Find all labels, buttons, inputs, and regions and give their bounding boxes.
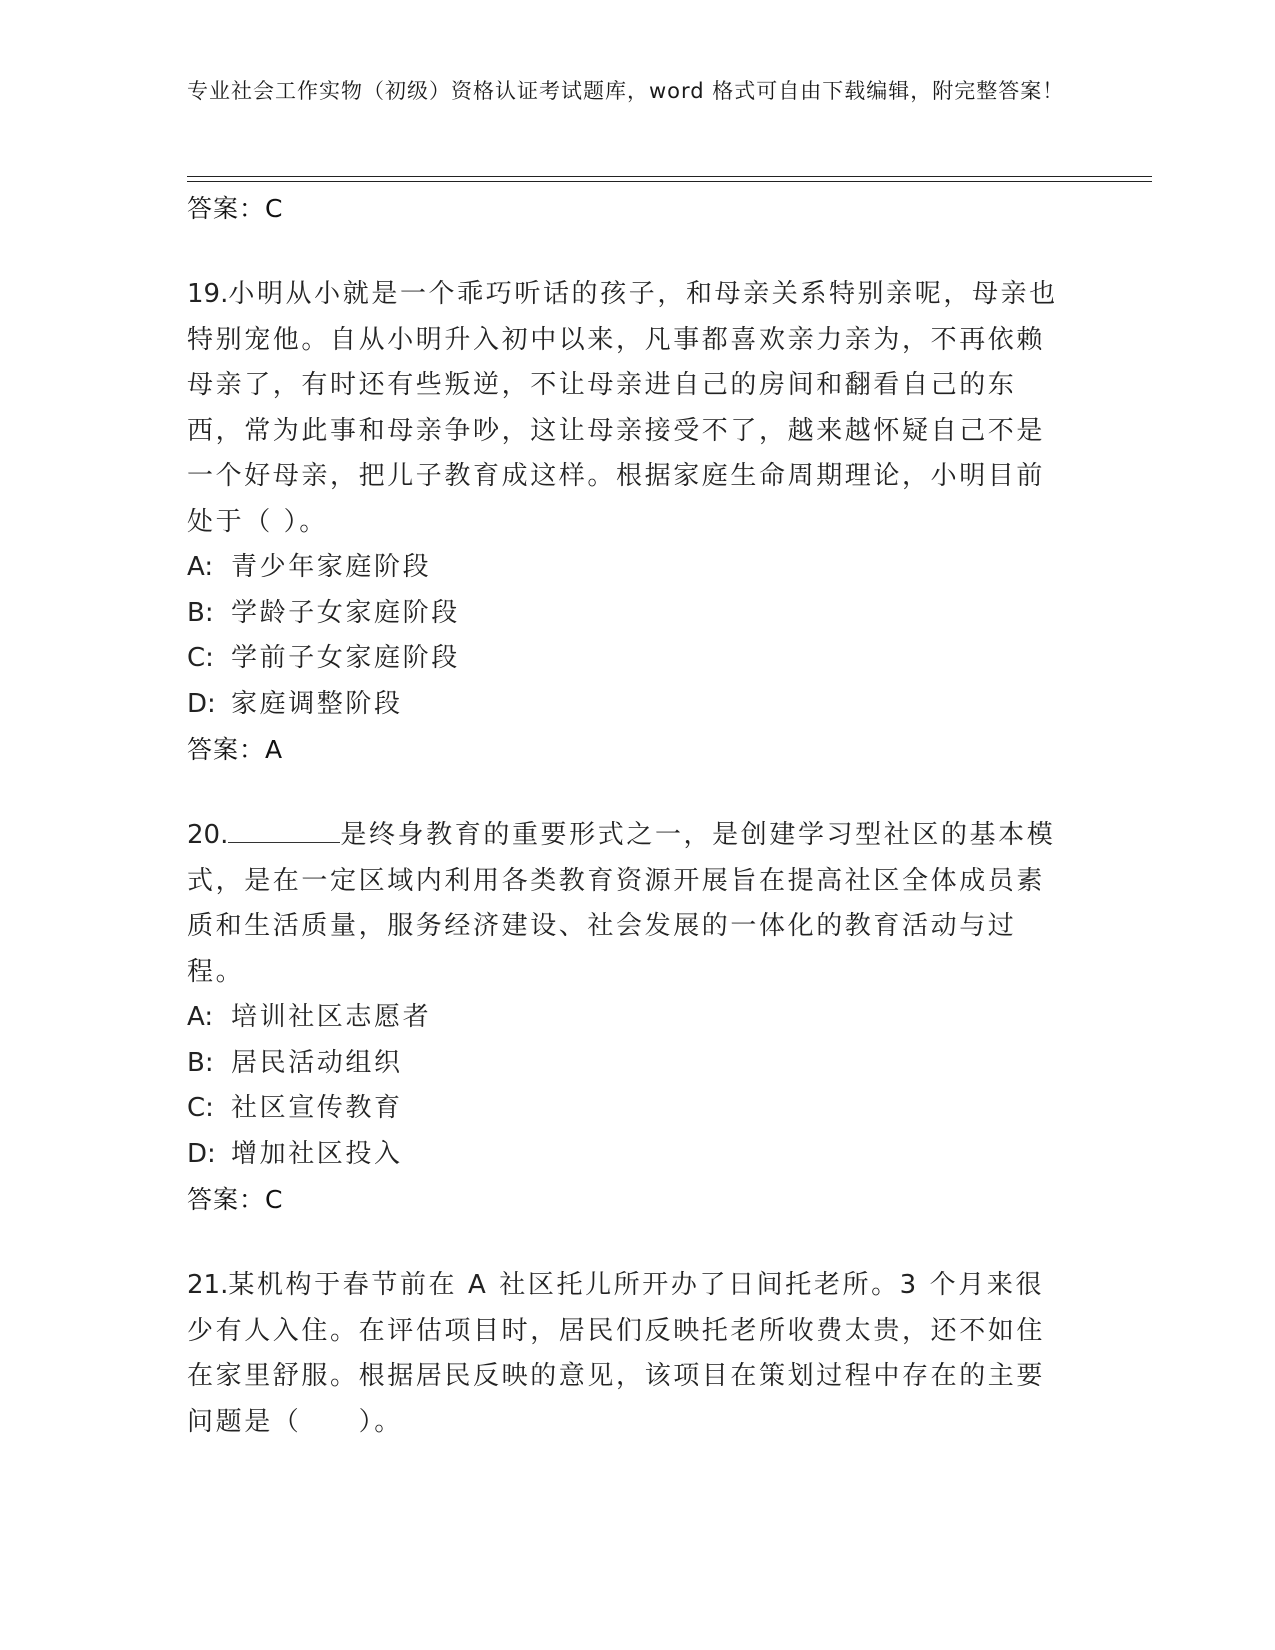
option-letter: D: xyxy=(187,1138,216,1169)
answer-value: A xyxy=(265,735,284,764)
question-text xyxy=(187,813,1067,995)
answer-line xyxy=(187,1177,1087,1223)
question-number: 19. xyxy=(187,279,229,309)
page-header: 专业社会工作实物（初级）资格认证考试题库，word 格式可自由下载编辑，附完整答案！ xyxy=(187,79,1065,103)
question-20 xyxy=(187,813,1087,1223)
option-c xyxy=(187,1086,1087,1132)
question-text xyxy=(187,272,1067,545)
question-text xyxy=(187,1263,1067,1445)
question-number: 21. xyxy=(187,1270,229,1300)
answer-value: C xyxy=(265,1185,284,1214)
option-a xyxy=(187,995,1087,1041)
option-letter: D: xyxy=(187,688,216,719)
answer-label: 答案： xyxy=(187,194,266,223)
question-19 xyxy=(187,272,1087,773)
option-letter: A: xyxy=(187,1002,214,1032)
option-text: 培训社区志愿者 xyxy=(231,1002,432,1032)
fill-in-blank xyxy=(228,820,340,843)
document-body xyxy=(187,186,1087,1445)
option-b xyxy=(187,1041,1087,1087)
answer-label: 答案： xyxy=(187,1185,266,1214)
question-21 xyxy=(187,1263,1087,1445)
option-letter: C: xyxy=(187,1093,214,1123)
option-text: 社区宣传教育 xyxy=(231,1093,403,1123)
question-body: 小明从小就是一个乖巧听话的孩子，和母亲关系特别亲呢，母亲也特别宠他。自从小明升入初中以来，凡事都喜欢亲力亲为，不再依赖母亲了，有时还有些叛逆，不让母亲进自己的房间和翻看自己的东西，常为此事和母亲争吵，这让母亲接受不了，越来越怀疑自己不是一个好母亲，把儿子教育成这样。根据家庭生命周期理论，小明目前处于（ ）。 xyxy=(187,279,1058,537)
answer-label: 答案： xyxy=(187,735,266,764)
header-rule-bottom xyxy=(187,181,1152,182)
option-text: 青少年家庭阶段 xyxy=(231,552,432,582)
option-a xyxy=(187,545,1087,591)
option-c xyxy=(187,636,1087,682)
answer-value: C xyxy=(265,194,284,223)
option-d xyxy=(187,682,1087,728)
question-number: 20. xyxy=(187,820,229,850)
question-body: 某机构于春节前在 A 社区托儿所开办了日间托老所。3 个月来很少有人入住。在评估项目时，居民们反映托老所收费太贵，还不如住在家里舒服。根据居民反映的意见，该项目在策划过程中存在的主要问题是（ ）。 xyxy=(187,1270,1046,1437)
option-b xyxy=(187,591,1087,637)
option-d xyxy=(187,1132,1087,1178)
option-letter: B: xyxy=(187,597,214,628)
option-text: 家庭调整阶段 xyxy=(231,688,403,719)
question-body: 是终身教育的重要形式之一，是创建学习型社区的基本模式，是在一定区域内利用各类教育资源开展旨在提高社区全体成员素质和生活质量，服务经济建设、社会发展的一体化的教育活动与过程。 xyxy=(187,820,1056,987)
option-text: 学前子女家庭阶段 xyxy=(231,643,460,673)
option-text: 学龄子女家庭阶段 xyxy=(231,597,460,628)
option-letter: B: xyxy=(187,1047,214,1078)
option-letter: A: xyxy=(187,552,214,582)
option-letter: C: xyxy=(187,643,214,673)
answer-line xyxy=(187,186,1087,232)
option-text: 居民活动组织 xyxy=(231,1047,403,1078)
header-rule-top xyxy=(187,176,1152,177)
answer-line xyxy=(187,727,1087,773)
option-text: 增加社区投入 xyxy=(231,1138,403,1169)
